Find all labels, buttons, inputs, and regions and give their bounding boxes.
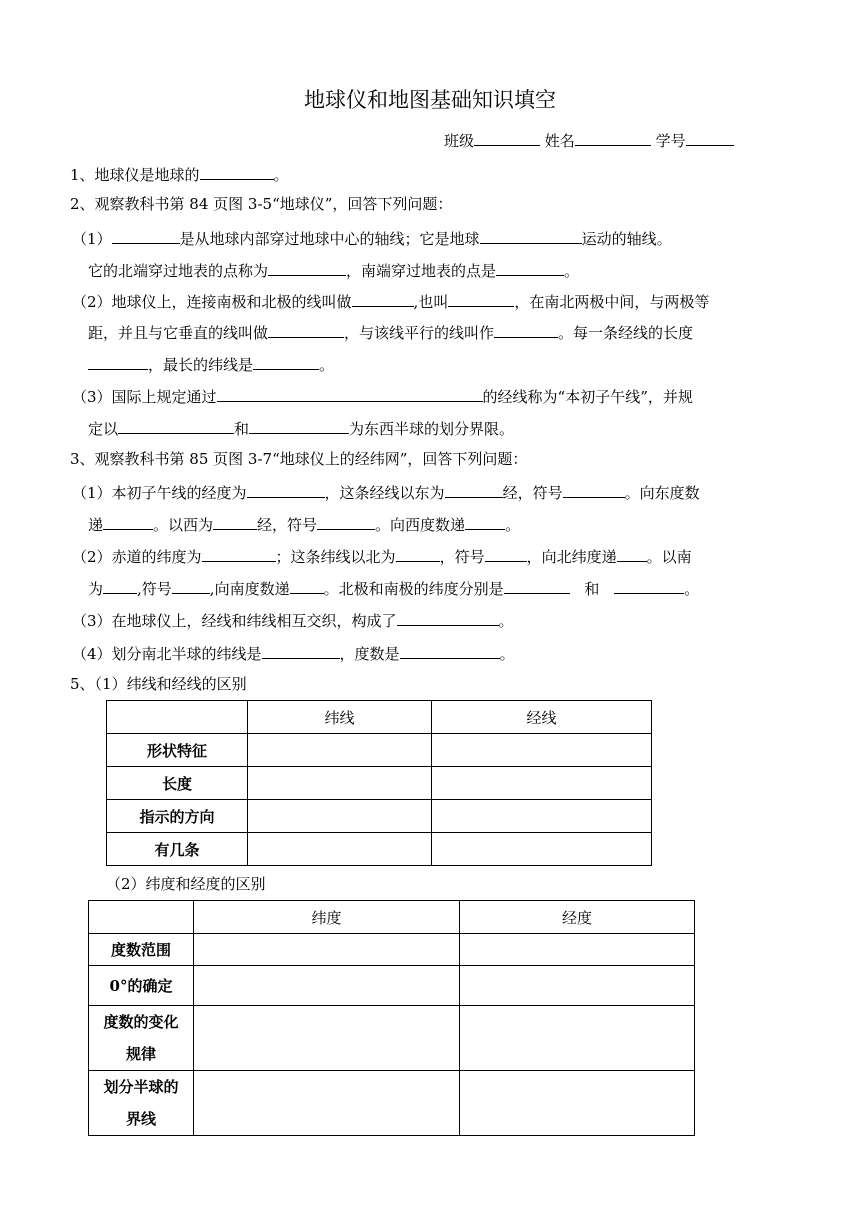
table-row: [107, 767, 652, 800]
answer-blank[interactable]: [118, 417, 234, 434]
question-2-1-line-b: [88, 259, 579, 281]
text: 。向东度数: [624, 484, 700, 502]
answer-cell[interactable]: [194, 934, 460, 966]
row-label: [89, 1006, 194, 1071]
answer-cell[interactable]: [432, 767, 652, 800]
text: 。: [319, 356, 335, 374]
answer-blank[interactable]: [445, 481, 503, 498]
row-label: 0°的确定: [89, 966, 194, 1006]
question-3-3: [72, 609, 514, 631]
question-2-1-line-a: [72, 227, 672, 249]
table-header-cell: 经线: [432, 701, 652, 734]
answer-blank[interactable]: [465, 513, 505, 530]
table-row: [89, 966, 695, 1006]
answer-blank[interactable]: [563, 481, 625, 498]
text: ,符号: [137, 580, 172, 598]
table-header-cell: 经度: [460, 901, 695, 934]
answer-blank[interactable]: [504, 577, 570, 594]
question-3-1-line-b: [88, 513, 520, 535]
answer-cell[interactable]: [248, 833, 432, 866]
text: ；这条纬线以北为: [275, 548, 396, 566]
text: 。以西为: [153, 516, 214, 534]
answer-blank[interactable]: [200, 163, 274, 180]
text: ，符号: [439, 548, 485, 566]
answer-blank[interactable]: [617, 545, 647, 562]
table-header-cell: [89, 901, 194, 934]
text: 递: [88, 516, 104, 534]
answer-blank[interactable]: [172, 577, 210, 594]
answer-cell[interactable]: [194, 966, 460, 1006]
text: ，在南北两极中间，与两极等: [514, 293, 710, 311]
row-label: 度数范围: [89, 934, 194, 966]
text: （3）国际上规定通过: [72, 388, 217, 406]
text: ，南端穿过地表的点是: [346, 262, 497, 280]
text: 和: [579, 580, 605, 598]
answer-cell[interactable]: [460, 966, 695, 1006]
text: 距，并且与它垂直的线叫做: [88, 324, 269, 342]
question-2-2-line-c: [88, 353, 334, 375]
text: （3）在地球仪上，经线和纬线相互交织，构成了: [72, 612, 397, 630]
answer-cell[interactable]: [248, 767, 432, 800]
text: （4）划分南北半球的纬线是: [72, 645, 262, 663]
answer-cell[interactable]: [432, 833, 652, 866]
answer-blank[interactable]: [213, 513, 257, 530]
answer-blank[interactable]: [217, 385, 483, 402]
text: 。: [498, 612, 514, 630]
answer-cell[interactable]: [248, 800, 432, 833]
table-header-row: [107, 701, 652, 734]
text: 1、地球仪是地球的: [70, 166, 200, 184]
row-label-line: 规律: [125, 1045, 156, 1063]
answer-blank[interactable]: [268, 259, 346, 276]
answer-cell[interactable]: [460, 1006, 695, 1071]
answer-blank[interactable]: [396, 545, 440, 562]
answer-blank[interactable]: [202, 545, 276, 562]
answer-blank[interactable]: [249, 417, 349, 434]
text: 。以南: [646, 548, 692, 566]
question-3-1-line-a: [72, 481, 700, 503]
text: 为: [88, 580, 104, 598]
row-label-line: 划分半球的: [103, 1078, 179, 1096]
text: 它的北端穿过地表的点称为: [88, 262, 269, 280]
answer-blank[interactable]: [614, 577, 684, 594]
question-3: 3、观察教科书第 85 页图 3-7“地球仪上的经纬网”，回答下列问题：: [70, 450, 528, 468]
text: 为东西半球的划分界限。: [349, 420, 515, 438]
class-blank[interactable]: [474, 129, 540, 146]
row-label: 指示的方向: [107, 800, 248, 833]
answer-blank[interactable]: [352, 290, 414, 307]
text: （1）: [72, 230, 112, 248]
row-label: 有几条: [107, 833, 248, 866]
table-row: [89, 934, 695, 966]
answer-blank[interactable]: [88, 353, 148, 370]
text: ，最长的纬线是: [148, 356, 254, 374]
answer-blank[interactable]: [480, 227, 582, 244]
question-5-2-label: （2）纬度和经度的区别: [106, 875, 266, 893]
student-info: [444, 129, 734, 151]
answer-blank[interactable]: [494, 321, 558, 338]
latitude-longitude-degree-table: [88, 900, 695, 1136]
table-row: [89, 1071, 695, 1136]
question-3-2-line-a: [72, 545, 692, 567]
text: （2）地球仪上，连接南极和北极的线叫做: [72, 293, 352, 311]
answer-blank[interactable]: [268, 321, 344, 338]
text: ，向北纬度递: [526, 548, 617, 566]
answer-blank[interactable]: [496, 259, 564, 276]
text: 。北极和南极的纬度分别是: [323, 580, 504, 598]
table-row: [89, 1006, 695, 1071]
table-row: [107, 833, 652, 866]
question-3-2-line-b: [88, 577, 699, 599]
table-header-cell: 纬度: [194, 901, 460, 934]
number-blank[interactable]: [686, 129, 734, 146]
text: 运动的轴线。: [581, 230, 672, 248]
row-label-line: 度数的变化: [103, 1013, 179, 1031]
answer-blank[interactable]: [485, 545, 527, 562]
text: （2）赤道的纬度为: [72, 548, 202, 566]
question-2-3-line-a: [72, 385, 693, 407]
question-2-3-line-b: [88, 417, 514, 439]
text: 和: [234, 420, 250, 438]
text: ，度数是: [339, 645, 400, 663]
name-label: 姓名: [544, 132, 575, 150]
answer-cell[interactable]: [460, 934, 695, 966]
answer-blank[interactable]: [262, 642, 340, 659]
answer-blank[interactable]: [397, 609, 499, 626]
number-label: 学号: [655, 132, 686, 150]
class-label: 班级: [444, 132, 475, 150]
table-header-cell: [107, 701, 248, 734]
question-5-1-label: 5、（1）纬线和经线的区别: [70, 675, 247, 693]
row-label: 长度: [107, 767, 248, 800]
answer-blank[interactable]: [290, 577, 324, 594]
text: ,也叫: [413, 293, 449, 311]
text: 。: [273, 166, 289, 184]
text: 。: [499, 645, 515, 663]
answer-cell[interactable]: [432, 734, 652, 767]
text: 是从地球内部穿过地球中心的轴线；它是地球: [179, 230, 480, 248]
question-1: [70, 163, 289, 185]
question-2-2-line-b: [88, 321, 693, 343]
text: ，这条经线以东为: [324, 484, 445, 502]
table-row: [107, 800, 652, 833]
answer-cell[interactable]: [194, 1006, 460, 1071]
answer-blank[interactable]: [112, 227, 180, 244]
row-label-line: 界线: [125, 1110, 156, 1128]
text: 。每一条经线的长度: [558, 324, 694, 342]
page-title: 地球仪和地图基础知识填空: [304, 88, 556, 112]
text: 。: [505, 516, 521, 534]
answer-cell[interactable]: [194, 1071, 460, 1136]
text: 的经线称为“本初子午线”，并规: [482, 388, 693, 406]
text: ,向南度数递: [209, 580, 290, 598]
question-3-4: [72, 642, 515, 664]
answer-blank[interactable]: [247, 481, 325, 498]
table-header-row: [89, 901, 695, 934]
answer-blank[interactable]: [448, 290, 514, 307]
answer-blank[interactable]: [317, 513, 375, 530]
text: 。: [564, 262, 580, 280]
row-label: 形状特征: [107, 734, 248, 767]
text: 经，符号: [502, 484, 563, 502]
text: 。: [684, 580, 700, 598]
text: 。向西度数递: [375, 516, 466, 534]
answer-blank[interactable]: [253, 353, 319, 370]
answer-cell[interactable]: [460, 1071, 695, 1136]
answer-blank[interactable]: [400, 642, 500, 659]
text: （1）本初子午线的经度为: [72, 484, 247, 502]
text: 经，符号: [257, 516, 318, 534]
answer-cell[interactable]: [248, 734, 432, 767]
latitude-longitude-line-table: [106, 700, 652, 866]
name-blank[interactable]: [575, 129, 651, 146]
question-2: 2、观察教科书第 84 页图 3-5“地球仪”，回答下列问题：: [70, 195, 453, 213]
answer-blank[interactable]: [103, 513, 153, 530]
answer-blank[interactable]: [103, 577, 137, 594]
table-row: [107, 734, 652, 767]
text: ，与该线平行的线叫作: [344, 324, 495, 342]
row-label: [89, 1071, 194, 1136]
text: 定以: [88, 420, 119, 438]
question-2-2-line-a: [72, 290, 709, 312]
table-header-cell: 纬线: [248, 701, 432, 734]
answer-cell[interactable]: [432, 800, 652, 833]
